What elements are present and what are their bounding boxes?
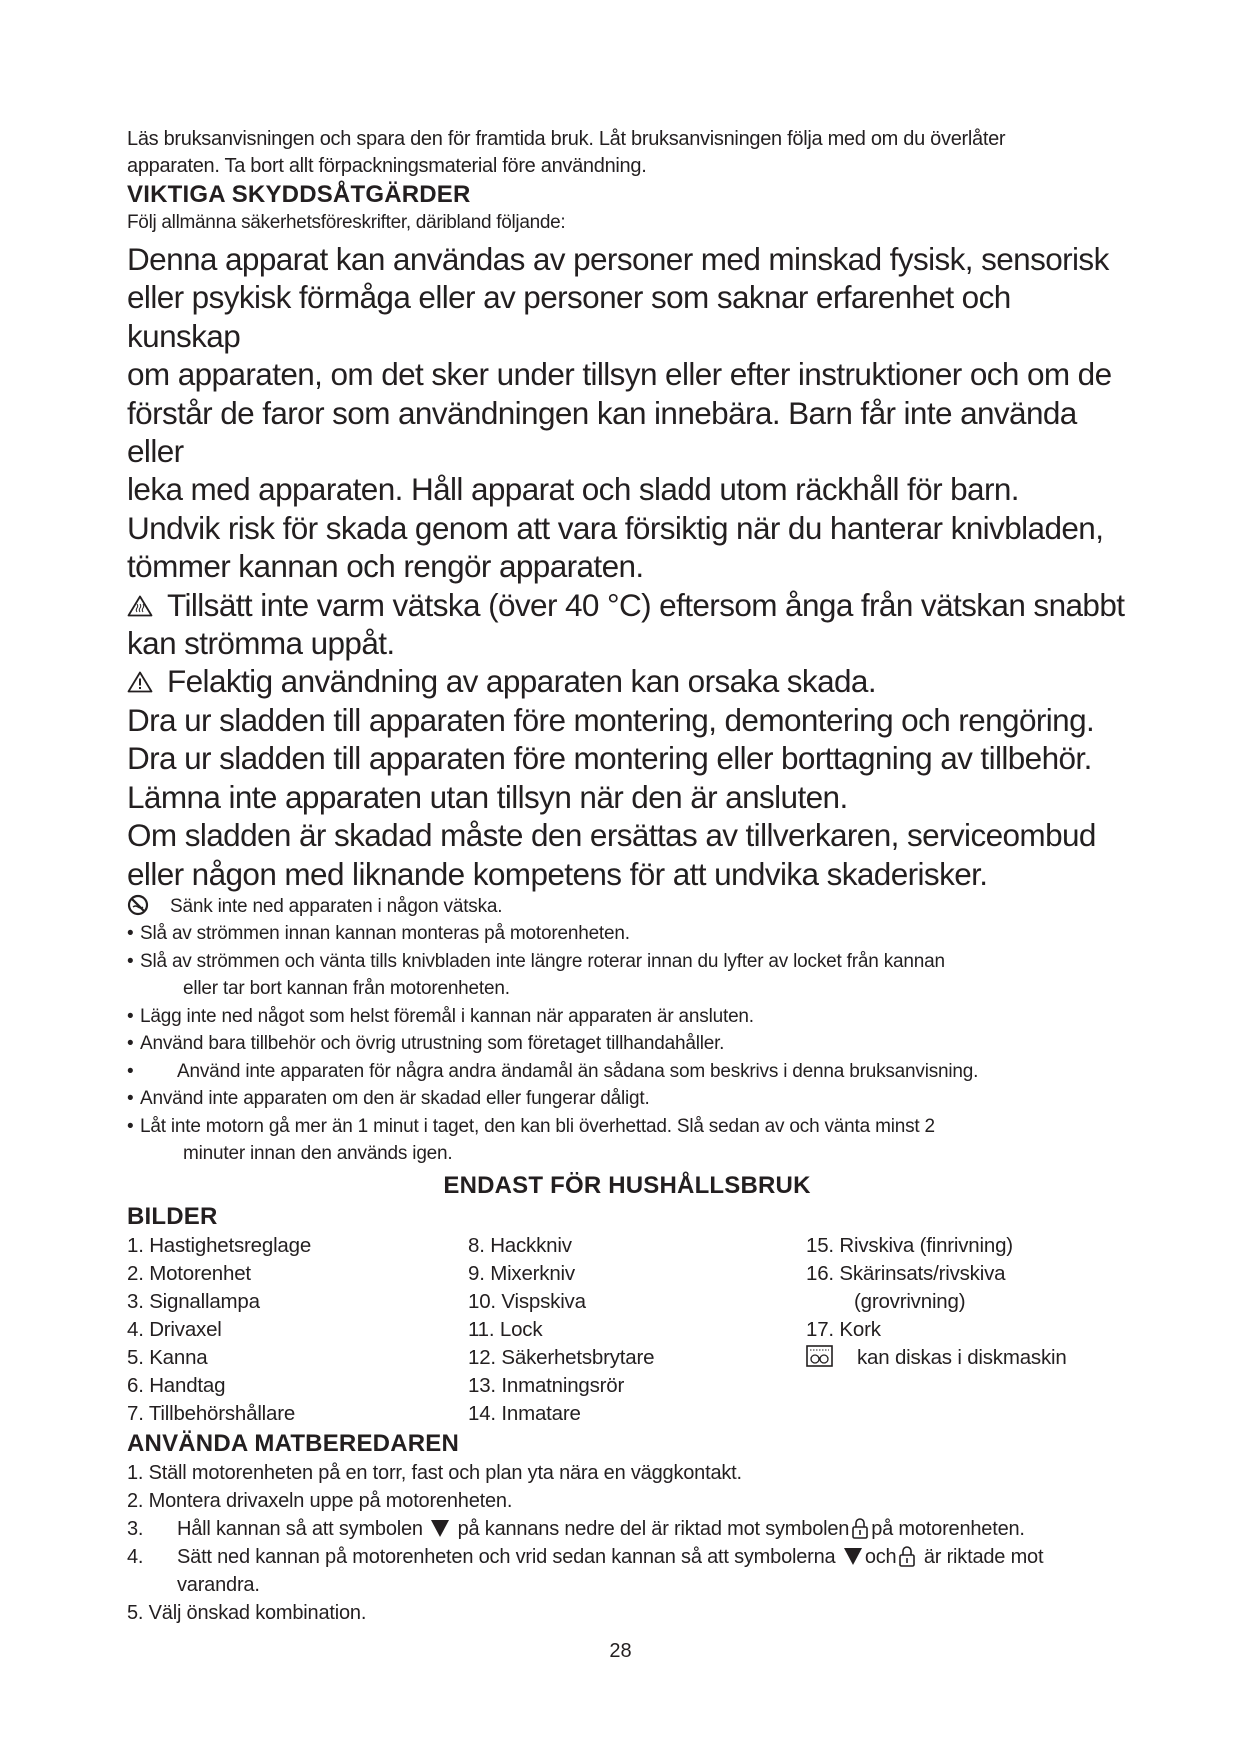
triangle-marker-icon bbox=[430, 1518, 450, 1538]
list-item: 5. Kanna bbox=[127, 1345, 208, 1369]
household-use-notice: ENDAST FÖR HUSHÅLLSBRUK bbox=[443, 1171, 811, 1199]
list-item: 7. Tillbehörshållare bbox=[127, 1401, 296, 1425]
list-item: 5. Välj önskad kombination. bbox=[127, 1601, 367, 1624]
do-not-immerse-icon bbox=[127, 894, 149, 916]
list-item: 17. Kork bbox=[806, 1317, 881, 1341]
list-item: 4. Drivaxel bbox=[127, 1317, 222, 1341]
parts-list bbox=[127, 1232, 1127, 1429]
list-item: • Använd inte apparaten om den är skadad eller fungerar dåligt. bbox=[127, 1088, 650, 1110]
list-item: 12. Säkerhetsbrytare bbox=[468, 1345, 655, 1369]
list-item: 4. Sätt ned kannan på motorenheten och vrid sedan kannan så att symbolerna och är riktade mot bbox=[127, 1545, 1044, 1568]
hot-liquid-warning: Tillsätt inte varm vätska (över 40 °C) eftersom ånga från vätskan snabbt bbox=[127, 586, 1127, 624]
list-item: 6. Handtag bbox=[127, 1373, 226, 1397]
list-item: 1. Ställ motorenheten på en torr, fast och plan yta nära en väggkontakt. bbox=[127, 1461, 742, 1484]
list-item: 9. Mixerkniv bbox=[468, 1261, 575, 1285]
safety-lead: Följ allmänna säkerhetsföreskrifter, däribland följande: bbox=[127, 212, 566, 233]
dishwasher-safe-icon bbox=[806, 1345, 833, 1367]
safety-heading: VIKTIGA SKYDDSÅTGÄRDER bbox=[127, 181, 471, 208]
list-item: 2. Montera drivaxeln uppe på motorenheten. bbox=[127, 1489, 513, 1512]
lock-icon bbox=[898, 1544, 916, 1568]
warning-triangle-icon bbox=[127, 671, 153, 693]
list-item: • Använd inte apparaten för några andra ändamål än sådana som beskrivs i denna bruksanvisning. bbox=[127, 1060, 979, 1082]
list-item: 16. Skärinsats/rivskiva bbox=[806, 1261, 1006, 1285]
safety-important-text: Denna apparat kan användas av personer med minskad fysisk, sensorisk eller psykisk förmåga eller av personer som saknar erfarenhet och kunskap om apparaten, om det sker under tillsyn eller efter instruktioner och om de förstår de faror som användningen kan innebära. Barn får inte använda eller leka med apparaten. Håll apparat och sladd utom räckhåll för barn. Undvik risk för skada genom att vara försiktig när du hanterar knivbladen, tömmer kannan och rengör apparaten. Tillsätt inte varm vätska (över 40 °C) eftersom ånga från vätskan snabbt kan strömma uppåt. Felaktig användning av apparaten kan orsaka skada. Dra ur sladden till apparaten före montering, demontering och rengöring. Dra ur sladden till apparaten före montering eller borttagning av tillbehör. Lämna inte apparaten utan tillsyn när den är ansluten. Om sladden är skadad måste den ersättas av tillverkaren, serviceombud eller någon med liknande kompetens för att undvika skaderisker. bbox=[127, 240, 1127, 893]
list-item: 11. Lock bbox=[468, 1317, 543, 1341]
parts-column-1 bbox=[127, 1232, 311, 1428]
page-number: 28 bbox=[609, 1640, 632, 1662]
list-item: 1. Hastighetsreglage bbox=[127, 1233, 312, 1257]
list-item: (grovrivning) bbox=[854, 1289, 966, 1313]
parts-heading: BILDER bbox=[127, 1202, 218, 1230]
list-item: • Slå av strömmen innan kannan monteras på motorenheten. bbox=[127, 923, 630, 945]
list-item: • Lägg inte ned något som helst föremål i kannan när apparaten är ansluten. bbox=[127, 1005, 754, 1027]
usage-steps bbox=[127, 1459, 1127, 1627]
list-item-continuation: varandra. bbox=[177, 1573, 260, 1596]
misuse-warning: Felaktig användning av apparaten kan orsaka skada. bbox=[127, 662, 1127, 700]
list-item: 3. Håll kannan så att symbolen på kannans nedre del är riktad mot symbolen på motorenheten. bbox=[127, 1517, 1025, 1540]
list-item: • Använd bara tillbehör och övrig utrustning som företaget tillhandahåller. bbox=[127, 1033, 725, 1055]
safety-bullet-list bbox=[127, 893, 1127, 1168]
hot-surface-warning-icon bbox=[127, 595, 153, 617]
manual-page bbox=[127, 126, 1127, 1627]
list-item: 8. Hackkniv bbox=[468, 1233, 572, 1257]
usage-heading: ANVÄNDA MATBEREDAREN bbox=[127, 1429, 459, 1457]
immerse-warning: Sänk inte ned apparaten i någon vätska. bbox=[127, 893, 1127, 921]
triangle-marker-icon bbox=[843, 1546, 863, 1566]
lock-icon bbox=[851, 1516, 869, 1540]
dishwasher-note: kan diskas i diskmaskin bbox=[806, 1344, 1067, 1372]
intro-text: Läs bruksanvisningen och spara den för framtida bruk. Låt bruksanvisningen följa med om du överlåter apparaten. Ta bort allt förpackningsmaterial före användning. bbox=[127, 128, 1006, 177]
list-item: 10. Vispskiva bbox=[468, 1289, 586, 1313]
list-item: • Låt inte motorn gå mer än 1 minut i taget, den kan bli överhettad. Slå sedan av och vänta minst 2 minuter innan den används igen. bbox=[127, 1115, 935, 1165]
list-item: 15. Rivskiva (finrivning) bbox=[806, 1233, 1013, 1257]
list-item: 2. Motorenhet bbox=[127, 1261, 251, 1285]
list-item: • Slå av strömmen och vänta tills knivbladen inte längre roterar innan du lyfter av locket från kannan eller tar bort kannan från motorenheten. bbox=[127, 950, 945, 1000]
parts-column-2 bbox=[468, 1232, 654, 1428]
list-item: 14. Inmatare bbox=[468, 1401, 581, 1425]
list-item: 3. Signallampa bbox=[127, 1289, 260, 1313]
list-item: 13. Inmatningsrör bbox=[468, 1373, 625, 1397]
parts-column-3 bbox=[806, 1232, 1067, 1372]
